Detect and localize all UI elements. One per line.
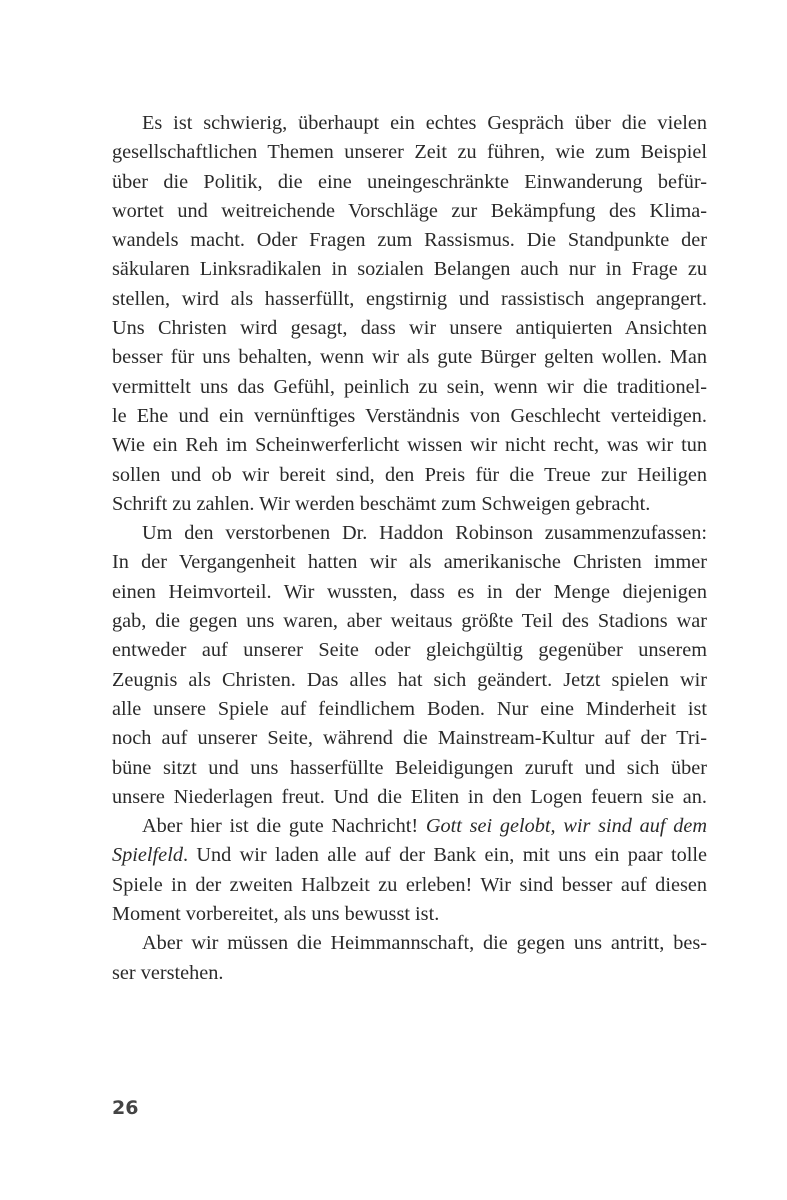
text-line: wortet und weitreichende Vorschläge zur Bekämpfung des Klima-	[112, 199, 707, 222]
text-line: le Ehe und ein vernünftiges Verständnis von Geschlecht verteidigen.	[112, 404, 707, 427]
italic-emphasis: Spielfeld	[112, 844, 183, 867]
text-line: Wie ein Reh im Scheinwerferlicht wissen wir nicht recht, was wir tun	[112, 434, 707, 457]
body-text	[112, 109, 707, 988]
text-line: sollen und ob wir bereit sind, den Preis für die Treue zur Heiligen	[112, 463, 707, 486]
text-line: unsere Niederlagen freut. Und die Eliten in den Logen feuern sie an.	[112, 785, 707, 808]
italic-emphasis: Gott sei gelobt, wir sind auf dem	[425, 815, 707, 838]
text-line: stellen, wird als hasserfüllt, engstirnig und rassistisch angeprangert.	[112, 287, 707, 310]
text-line: Aber wir müssen die Heimmannschaft, die gegen uns antritt, bes-	[142, 932, 707, 955]
text-line: alle unsere Spiele auf feindlichem Boden. Nur eine Minderheit ist	[112, 697, 707, 720]
text-line: einen Heimvorteil. Wir wussten, dass es in der Menge diejenigen	[112, 580, 707, 603]
text-line: Schrift zu zahlen. Wir werden beschämt zum Schweigen gebracht.	[112, 492, 651, 515]
text-line: entweder auf unserer Seite oder gleichgültig gegenüber unserem	[112, 639, 707, 662]
text-line: ser verstehen.	[112, 961, 224, 984]
text-line: Um den verstorbenen Dr. Haddon Robinson zusammenzufassen:	[142, 522, 707, 545]
text-line: Spiele in der zweiten Halbzeit zu erleben! Wir sind besser auf diesen	[112, 873, 707, 896]
text-line: In der Vergangenheit hatten wir als amerikanische Christen immer	[112, 551, 707, 574]
text-line: gab, die gegen uns waren, aber weitaus größte Teil des Stadions war	[112, 610, 707, 633]
paragraph-3	[112, 812, 707, 929]
paragraph-1	[112, 109, 707, 519]
regular-text: . Und wir laden alle auf der Bank ein, mit uns ein paar tolle	[182, 844, 707, 867]
paragraph-2	[112, 519, 707, 812]
text-line: vermittelt uns das Gefühl, peinlich zu sein, wenn wir die traditionel-	[112, 375, 707, 398]
text-line: besser für uns behalten, wenn wir als gute Bürger gelten wollen. Man	[112, 346, 707, 369]
text-line	[112, 841, 707, 870]
text-line: wandels macht. Oder Fragen zum Rassismus. Die Standpunkte der	[112, 229, 707, 252]
text-line: säkularen Linksradikalen in sozialen Belangen auch nur in Frage zu	[112, 258, 707, 281]
text-line: Zeugnis als Christen. Das alles hat sich geändert. Jetzt spielen wir	[112, 668, 707, 691]
paragraph-4	[112, 929, 707, 988]
text-line: Es ist schwierig, überhaupt ein echtes Gespräch über die vielen	[142, 112, 707, 134]
text-line: gesellschaftlichen Themen unserer Zeit zu führen, wie zum Beispiel	[112, 141, 707, 164]
text-line	[112, 812, 707, 841]
text-line: Uns Christen wird gesagt, dass wir unsere antiquierten Ansichten	[112, 317, 707, 340]
text-line: noch auf unserer Seite, während die Mainstream-Kultur auf der Tri-	[112, 727, 707, 750]
text-line: über die Politik, die eine uneingeschränkte Einwanderung befür-	[112, 170, 707, 193]
text-line: büne sitzt und uns hasserfüllte Beleidigungen zuruft und sich über	[112, 756, 707, 779]
text-line: Moment vorbereitet, als uns bewusst ist.	[112, 903, 440, 926]
regular-text: Aber hier ist die gute Nachricht!	[142, 815, 426, 838]
page-number: 26	[112, 1097, 139, 1119]
